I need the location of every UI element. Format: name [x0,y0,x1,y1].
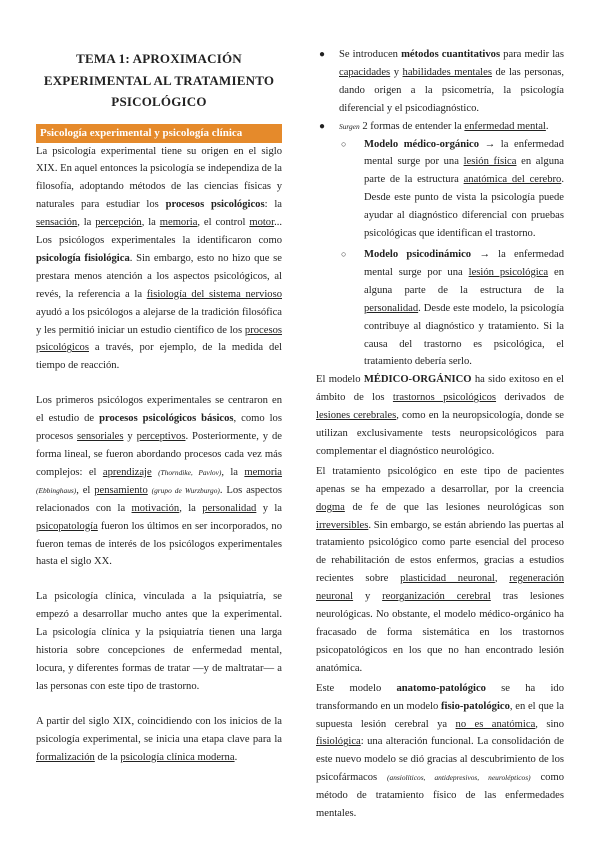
right-column [316,46,564,823]
title-line-3: PSICOLÓGICO [111,94,207,109]
paragraph-basic-processes: Los primeros psicólogos experimentales se centraron en el estudio de procesos psicológicos básicos, como los procesos sensoriales y perceptivos. Posteriormente, y de forma lineal, se fueron abordando procesos cada vez más complejos: el aprendizaje (Thorndike, Pavlov), la memoria (Ebbinghaus), el pensamiento (grupo de Wurzburgo). Los aspectos relacionados con la motivación, la personalidad y la psicopatología fueron los últimos en ser incorporados, no fueron temas de interés de los psicólogos experimentales hasta el siglo XX. [36,395,283,568]
left-column [36,0,282,767]
paragraph-xix-century: A partir del siglo XIX, coincidiendo con los inicios de la psicología experimental, se inicia una etapa clave para la formalización de la psicología clínica moderna. [36,715,282,763]
list-item: ● Se introducen métodos cuantitativos para medir las capacidades y habilidades mentales de las personas, dando origen a la psicometría, la psicología diferencial y el psicodiagnóstico. [316,46,564,118]
title-line-2: EXPERIMENTAL AL TRATAMIENTO [43,72,275,88]
circle-bullet-icon: ○ [341,248,347,259]
page-title [36,48,282,113]
sub-list-item: ○ Modelo médico-orgánico → la enfermedad mental surge por una lesión física en alguna parte de la estructura anatómica del cerebro. Desde este punto de vista la psicología puede ayudar al diagnóstico diferencial con pruebas psicológicas que identifican el trastorno. [316,136,564,243]
paragraph-medical-organic: El modelo MÉDICO-ORGÁNICO ha sido exitoso en el ámbito de los trastornos psicológicos derivados de lesiones cerebrales, como en la neuropsicología, donde se utilizan exclusivamente tests neuropsicológicos para complementar el diagnóstico neurológico. [316,374,564,457]
section-heading: Psicología experimental y psicología clínica [36,124,282,143]
bullet-icon: ● [319,120,326,132]
paragraph-origins: La psicología experimental tiene su origen en el siglo XIX. En aquel entonces la psicología se independiza de la filosofía, adoptando métodos de las ciencias físicas y naturales para estudiar los procesos psicológicos: la sensación, la percepción, la memoria, el control motor... Los psicólogos experimentales la identificaron como psicología fisiológica. Sin embargo, esto no hizo que se prestara menos atención a los aspectos psicológicos, al revés, la referencia a la fisiología del sistema nervioso ayudó a los psicólogos a alejarse de la tradición filosófica y les permitió iniciar un estudio científico de los procesos psicológicos a través, por ejemplo, de la medida del tiempo de reacción. [36,145,283,372]
title-line-1: TEMA 1: APROXIMACIÓN [76,51,242,66]
paragraph-clinical: La psicología clínica, vinculada a la psiquiatría, se empezó a desarrollar mucho antes que la experimental. La psicología clínica y la psiquiatría tienen una larga historia sobre concepciones de enfermedad mental, locura, y diferentes formas de tratar —y de maltratar— a las personas con este tipo de trastorno. [36,591,282,692]
bullet-icon: ● [319,49,326,60]
sub-list-item: ○ Modelo psicodinámico → la enfermedad mental surge por una lesión psicológica en alguna parte de la estructura de la personalidad. Desde este modelo, la psicología contribuye al diagnóstico y tratamiento. Si la causa del trastorno es psicológica, el tratamiento debería serlo. [316,246,564,371]
list-item: ● Surgen 2 formas de entender la enfermedad mental. [316,118,564,136]
circle-bullet-icon: ○ [341,138,347,149]
paragraph-physio-pathological: Este modelo anatomo-patológico se ha ido transformando en un modelo fisio-patológico, en el que la supuesta lesión cerebral ya no es anatómica, sino fisiológica: una alteración funcional. La consolidación de este nuevo modelo se dió gracias al descubrimiento de los psicofármacos (ansiolíticos, antidepresivos, neurolépticos) como método de tratamiento físico de las enfermedades mentales. [316,682,564,820]
paragraph-treatment: El tratamiento psicológico en este tipo de pacientes apenas se ha empezado a desarrollar, por la creencia dogma de fe de que las lesiones neurológicas son irreversibles. Sin embargo, se están abriendo las puertas al tratamiento psicológico como parte esencial del proceso de rehabilitación de estos enfermos, gracias a estudios recientes sobre plasticidad neuronal, regeneración neuronal y reorganización cerebral tras lesiones neurológicas. No obstante, el modelo médico-orgánico ha fracasado de forma sistemática en los trastornos psicopatológicos en los que no han encontrado lesión anatómica. [316,465,564,674]
